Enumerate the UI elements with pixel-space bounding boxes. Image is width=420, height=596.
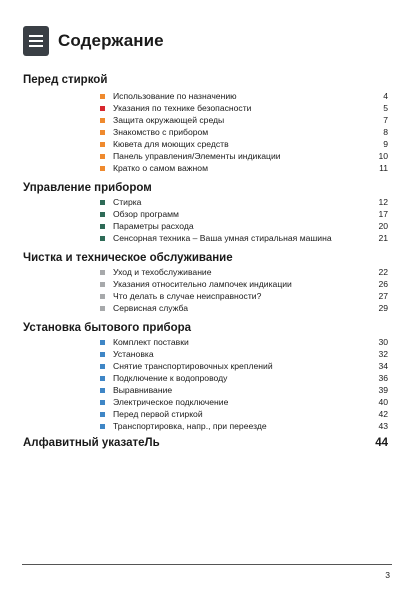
- bullet-square-icon: [100, 94, 105, 99]
- bullet-square-icon: [100, 166, 105, 171]
- toc-item[interactable]: [100, 348, 388, 360]
- toc-item-page: 20: [378, 221, 388, 231]
- toc-item[interactable]: [100, 138, 388, 150]
- toc-item-label: Кювета для моющих средств: [113, 139, 229, 149]
- toc-item-page: 34: [378, 361, 388, 371]
- bullet-square-icon: [100, 376, 105, 381]
- toc-item-label: Снятие транспортировочных креплений: [113, 361, 273, 371]
- bullet-square-icon: [100, 200, 105, 205]
- footer-divider: [22, 564, 392, 565]
- bullet-square-icon: [100, 400, 105, 405]
- toc-item-label: Использование по назначению: [113, 91, 237, 101]
- toc-item-page: 22: [378, 267, 388, 277]
- bullet-square-icon: [100, 424, 105, 429]
- toc-item[interactable]: [100, 408, 388, 420]
- toc-item-label: Параметры расхода: [113, 221, 194, 231]
- toc-item-page: 11: [379, 163, 388, 173]
- toc-item-label: Установка: [113, 349, 154, 359]
- toc-item[interactable]: [100, 150, 388, 162]
- bullet-square-icon: [100, 294, 105, 299]
- page-title: Содержание: [58, 31, 164, 50]
- toc-item-label: Подключение к водопроводу: [113, 373, 228, 383]
- toc-item-label: Кратко о самом важном: [113, 163, 208, 173]
- toc-item-label: Уход и техобслуживание: [113, 267, 212, 277]
- toc-item[interactable]: [100, 196, 388, 208]
- section-title[interactable]: Перед стиркой: [23, 74, 108, 86]
- bullet-square-icon: [100, 118, 105, 123]
- toc-item[interactable]: [100, 360, 388, 372]
- toc-item-page: 32: [378, 349, 388, 359]
- bullet-square-icon: [100, 142, 105, 147]
- toc-item-page: 36: [378, 373, 388, 383]
- toc-item-page: 39: [378, 385, 388, 395]
- toc-item-page: 8: [383, 127, 388, 137]
- toc-item-label: Транспортировка, напр., при переезде: [113, 421, 267, 431]
- toc-item[interactable]: [100, 162, 388, 174]
- bullet-square-icon: [100, 130, 105, 135]
- toc-item[interactable]: [100, 336, 388, 348]
- toc-item-page: 10: [378, 151, 388, 161]
- toc-item-label: Сервисная служба: [113, 303, 189, 313]
- toc-item[interactable]: [100, 420, 388, 432]
- bullet-square-icon: [100, 270, 105, 275]
- toc-item[interactable]: [100, 102, 388, 114]
- toc-item-label: Перед первой стиркой: [113, 409, 203, 419]
- toc-item-label: Защита окружающей среды: [113, 115, 225, 125]
- page-header: [23, 24, 164, 58]
- page-number: 3: [385, 570, 390, 580]
- bullet-square-icon: [100, 364, 105, 369]
- toc-item-page: 5: [383, 103, 388, 113]
- toc-item-label: Обзор программ: [113, 209, 179, 219]
- toc-item-label: Выравнивание: [113, 385, 173, 395]
- toc-item-label: Комплект поставки: [113, 337, 189, 347]
- toc-item-page: 40: [378, 397, 388, 407]
- toc-item[interactable]: [100, 290, 388, 302]
- toc-item[interactable]: [100, 232, 388, 244]
- toc-item-page: 26: [378, 279, 388, 289]
- toc-item-page: 21: [378, 233, 388, 243]
- toc-item-label: Панель управления/Элементы индикации: [113, 151, 281, 161]
- toc-item-page: 12: [378, 197, 388, 207]
- toc-item-label: Стирка: [113, 197, 142, 207]
- toc-item-label: Указания по технике безопасности: [113, 103, 252, 113]
- toc-item-label: Указания относительно лампочек индикации: [113, 279, 292, 289]
- index-title[interactable]: Алфавитный указатеЛь: [23, 437, 160, 449]
- toc-item[interactable]: [100, 396, 388, 408]
- bullet-square-icon: [100, 236, 105, 241]
- toc-item[interactable]: [100, 90, 388, 102]
- bullet-square-icon: [100, 340, 105, 345]
- toc-item-label: Что делать в случае неисправности?: [113, 291, 262, 301]
- menu-icon: [23, 26, 49, 56]
- section-title[interactable]: Управление прибором: [23, 182, 152, 194]
- bullet-square-icon: [100, 224, 105, 229]
- bullet-square-icon: [100, 306, 105, 311]
- toc-item[interactable]: [100, 220, 388, 232]
- toc-item-page: 43: [378, 421, 388, 431]
- toc-item[interactable]: [100, 302, 388, 314]
- index-page-number: 44: [375, 437, 388, 449]
- bullet-square-icon: [100, 412, 105, 417]
- toc-item-page: 42: [378, 409, 388, 419]
- toc-item-label: Сенсорная техника – Ваша умная стиральная машина: [113, 233, 332, 243]
- toc-item[interactable]: [100, 126, 388, 138]
- toc-item[interactable]: [100, 114, 388, 126]
- toc-item[interactable]: [100, 266, 388, 278]
- toc-item[interactable]: [100, 278, 388, 290]
- toc-item[interactable]: [100, 208, 388, 220]
- toc-item-page: 9: [383, 139, 388, 149]
- toc-item-page: 30: [378, 337, 388, 347]
- bullet-square-icon: [100, 106, 105, 111]
- toc-item-page: 29: [378, 303, 388, 313]
- bullet-square-icon: [100, 388, 105, 393]
- toc-item-page: 17: [378, 209, 388, 219]
- toc-item[interactable]: [100, 384, 388, 396]
- section-title[interactable]: Установка бытового прибора: [23, 322, 192, 334]
- toc-item-page: 7: [383, 115, 388, 125]
- bullet-square-icon: [100, 212, 105, 217]
- bullet-square-icon: [100, 352, 105, 357]
- toc-item-label: Электрическое подключение: [113, 397, 229, 407]
- bullet-square-icon: [100, 282, 105, 287]
- toc-item-label: Знакомство с прибором: [113, 127, 209, 137]
- toc-item-page: 4: [383, 91, 388, 101]
- toc-item[interactable]: [100, 372, 388, 384]
- section-title[interactable]: Чистка и техническое обслуживание: [23, 252, 233, 264]
- toc-item-page: 27: [378, 291, 388, 301]
- bullet-square-icon: [100, 154, 105, 159]
